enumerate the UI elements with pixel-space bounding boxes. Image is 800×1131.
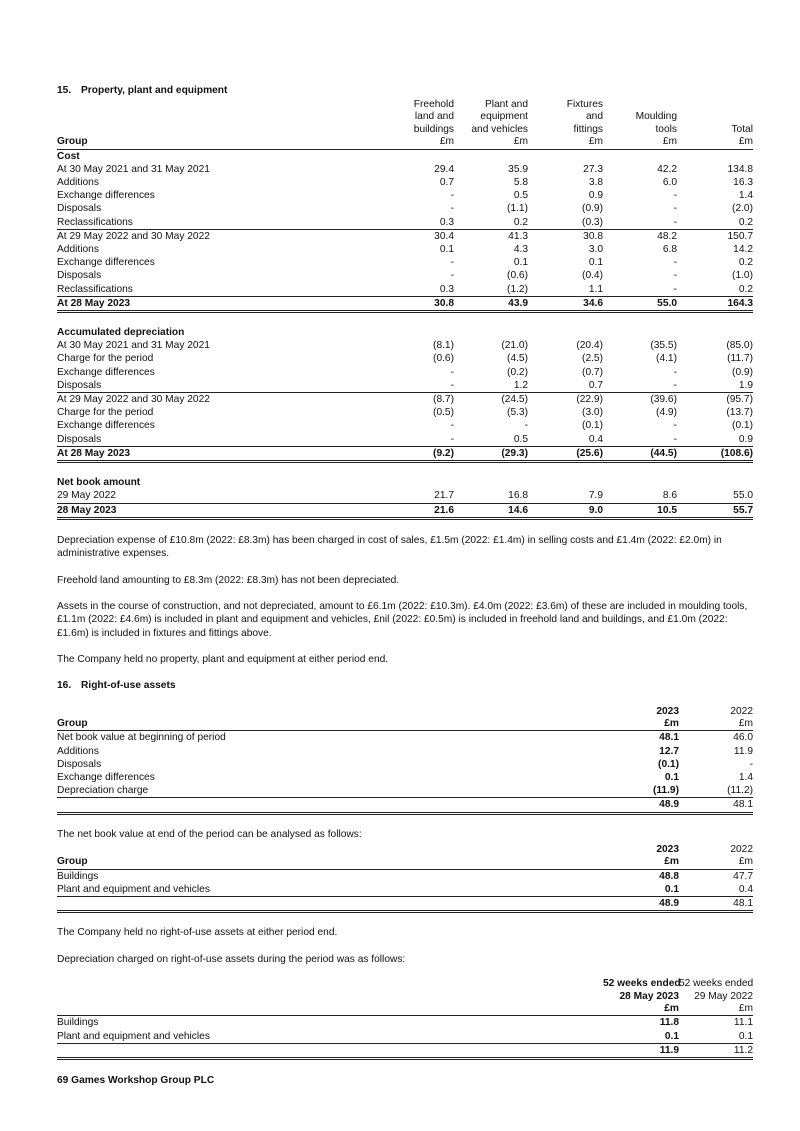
paragraph-company-rou: The Company held no right-of-use assets at either period end.	[57, 927, 338, 939]
rou-depreciation-table	[57, 978, 753, 1060]
paragraph-freehold-land: Freehold land amounting to £8.3m (2022: £8.3m) has not been depreciated.	[57, 574, 400, 586]
rou2-years-row: 2023 2022	[656, 843, 753, 855]
table-row: Reclassifications 0.3 0.2 (0.3) - 0.2	[57, 216, 753, 228]
table-row: Additions 0.1 4.3 3.0 6.8 14.2	[57, 244, 753, 256]
paragraph-company-ppe: The Company held no property, plant and equipment at either period end.	[57, 654, 389, 666]
rou-analysis-table	[57, 844, 753, 913]
table-row: Disposals (0.1) -	[57, 758, 753, 770]
table-row: Additions 0.7 5.8 3.8 6.0 16.3	[57, 177, 753, 189]
page-footer: 69 Games Workshop Group PLC	[57, 1075, 215, 1086]
table-row: Reclassifications 0.3 (1.2) 1.1 - 0.2	[57, 283, 753, 295]
spacer-row	[57, 462, 753, 477]
ppe-header-row-3: buildings and vehicles fittings tools Total	[413, 123, 753, 135]
ppe-header-units: Group £m £m £m £m £m	[57, 136, 753, 148]
net-book-amount-heading: Net book amount	[57, 477, 141, 489]
table-row: Disposals - 1.2 0.7 - 1.9	[57, 379, 753, 391]
rou-years-row: 2023 2022	[656, 705, 753, 717]
table-row: Exchange differences - - (0.1) - (0.1)	[57, 420, 753, 432]
paragraph-assets-construction: Assets in the course of construction, and not depreciated, amount to £6.1m (2022: £10.3m). £4.0m (2022: £3.6m) of these are included in moulding tools, £1.1m (2022: £4.6m) is included in plant and equipment and vehicles, £nil (2022: £0.5m) is included in freehold land and buildings, and £1.0m (2022: £1.6m) is included in fixtures and fittings above.	[57, 600, 748, 639]
table-row: At 30 May 2021 and 31 May 2021 29.4 35.9 27.3 42.2 134.8	[57, 163, 753, 175]
ppe-header-row-2: land and equipment and Moulding	[414, 111, 677, 123]
rou-total-row: 48.9 48.1	[57, 798, 753, 813]
rou2-total-row: 48.9 48.1	[57, 897, 753, 912]
ppe-table	[57, 99, 753, 520]
table-row: At 28 May 2023 30.8 43.9 34.6 55.0 164.3	[57, 296, 753, 311]
paragraph-nbv-analysis: The net book value at end of the period can be analysed as follows:	[57, 828, 362, 840]
table-row: Charge for the period (0.5) (5.3) (3.0) (4.9) (13.7)	[57, 407, 753, 419]
ppe-header-row-1: Freehold Plant and Fixtures	[413, 99, 603, 110]
table-row: Additions 12.7 11.9	[57, 745, 753, 757]
table-row: Disposals - 0.5 0.4 - 0.9	[57, 433, 753, 445]
table-row: Exchange differences - 0.1 0.1 - 0.2	[57, 257, 753, 269]
table-row: Disposals - (1.1) (0.9) - (2.0)	[57, 203, 753, 215]
table-row: 29 May 2022 21.7 16.8 7.9 8.6 55.0	[57, 490, 753, 502]
table-row: Buildings 48.8 47.7	[57, 870, 753, 882]
spacer-row	[57, 312, 753, 327]
paragraph-depreciation-rou: Depreciation charged on right-of-use assets during the period was as follows:	[57, 953, 406, 965]
section-15-title: 15. Property, plant and equipment	[57, 85, 228, 96]
rou3-total-row: 11.9 11.2	[57, 1043, 753, 1058]
table-row: Net book value at beginning of period 48.1 46.0	[57, 732, 753, 744]
table-row: Plant and equipment and vehicles 0.1 0.4	[57, 884, 753, 895]
rou3-header-row-2: 28 May 2023 29 May 2022	[619, 990, 753, 1002]
table-row: Exchange differences - (0.2) (0.7) - (0.9)	[57, 366, 753, 378]
table-row: At 28 May 2023 (9.2) (29.3) (25.6) (44.5) (108.6)	[57, 446, 753, 461]
rou2-units-row: Group £m £m	[57, 856, 753, 868]
table-row: Charge for the period (0.6) (4.5) (2.5) (4.1) (11.7)	[57, 353, 753, 365]
rou3-header-row-1: 52 weeks ended 52 weeks ended	[603, 978, 754, 990]
accumulated-depreciation-heading: Accumulated depreciation	[57, 327, 185, 339]
table-row: 28 May 2023 21.6 14.6 9.0 10.5 55.7	[57, 503, 753, 518]
section-16-title: 16. Right-of-use assets	[57, 679, 176, 691]
table-row: Buildings 11.8 11.1	[57, 1017, 753, 1029]
table-row: At 29 May 2022 and 30 May 2022 30.4 41.3 30.8 48.2 150.7	[57, 230, 753, 242]
rou-movement-table	[57, 706, 753, 815]
paragraph-depreciation-expense: Depreciation expense of £10.8m (2022: £8.3m) has been charged in cost of sales, £1.5m (2022: £1.4m) in selling costs and £1.4m (2022: £2.0m) in administrative expenses.	[57, 534, 722, 560]
rou-units-row: Group £m £m	[57, 717, 753, 729]
page-content	[57, 85, 753, 1060]
rou3-units-row: £m £m	[57, 1003, 753, 1016]
table-row: Exchange differences - 0.5 0.9 - 1.4	[57, 190, 753, 202]
table-row: Depreciation charge (11.9) (11.2)	[57, 785, 753, 797]
table-row: At 30 May 2021 and 31 May 2021 (8.1) (21.0) (20.4) (35.5) (85.0)	[57, 340, 753, 352]
table-row: Exchange differences 0.1 1.4	[57, 771, 753, 783]
table-row: Plant and equipment and vehicles 0.1 0.1	[57, 1030, 753, 1042]
table-row: At 29 May 2022 and 30 May 2022 (8.7) (24.5) (22.9) (39.6) (95.7)	[57, 394, 753, 406]
table-row: Disposals - (0.6) (0.4) - (1.0)	[57, 270, 753, 282]
cost-heading: Cost	[57, 150, 80, 162]
